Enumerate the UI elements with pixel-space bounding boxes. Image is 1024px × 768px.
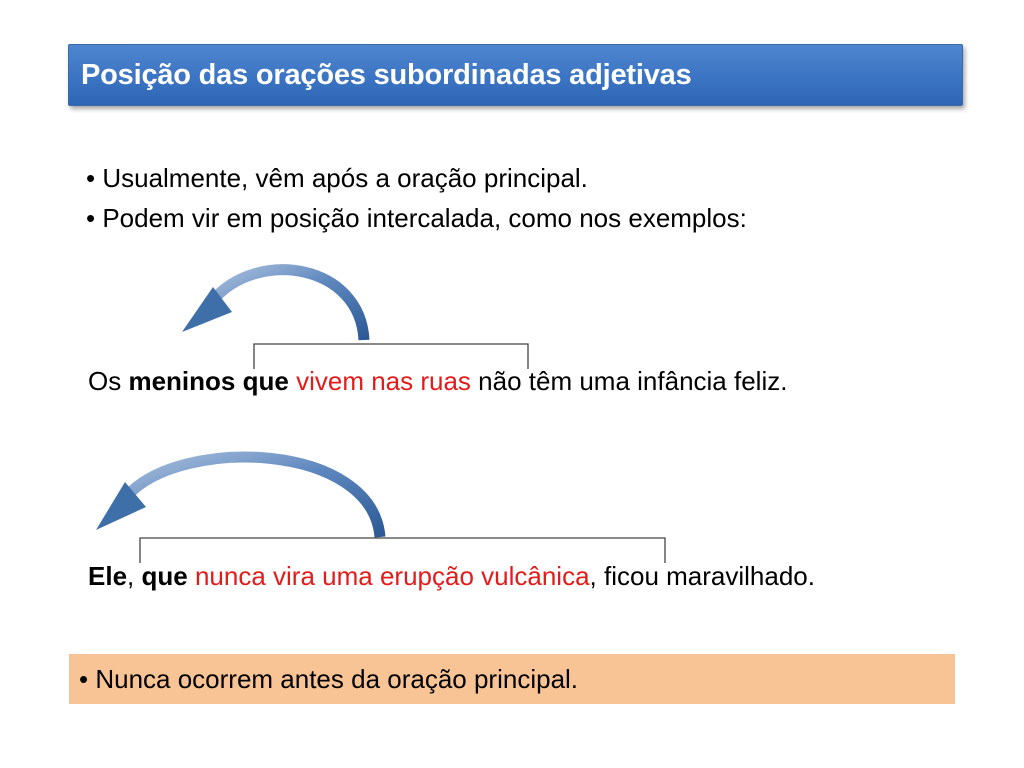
ex2-pronoun: que bbox=[141, 561, 188, 591]
ex2-comma: , bbox=[127, 561, 135, 591]
ex1-word-os: Os bbox=[88, 366, 122, 396]
note-text: • Nunca ocorrem antes da oração principal. bbox=[79, 663, 579, 694]
example-sentence-2 bbox=[88, 561, 815, 592]
note-box bbox=[69, 654, 955, 704]
example-sentence-1 bbox=[88, 366, 787, 397]
ex1-antecedent: meninos bbox=[128, 366, 236, 396]
curved-arrow-1-icon bbox=[182, 270, 364, 340]
ex1-rest: não têm uma infância feliz. bbox=[478, 366, 788, 396]
bullet-item-1: • Usualmente, vêm após a oração principal. bbox=[86, 163, 588, 193]
bracket-2 bbox=[140, 538, 665, 563]
bullet-item-2: • Podem vir em posição intercalada, como nos exemplos: bbox=[86, 203, 747, 233]
ex1-pronoun: que bbox=[242, 366, 289, 396]
page-title: Posição das orações subordinadas adjetivas bbox=[81, 58, 692, 91]
curved-arrow-2-icon bbox=[96, 457, 380, 537]
ex1-clause: vivem nas ruas bbox=[296, 366, 471, 396]
ex2-rest: , ficou maravilhado. bbox=[589, 561, 815, 591]
ex2-clause: nunca vira uma erupção vulcânica bbox=[194, 561, 590, 591]
ex2-antecedent: Ele bbox=[88, 561, 128, 591]
